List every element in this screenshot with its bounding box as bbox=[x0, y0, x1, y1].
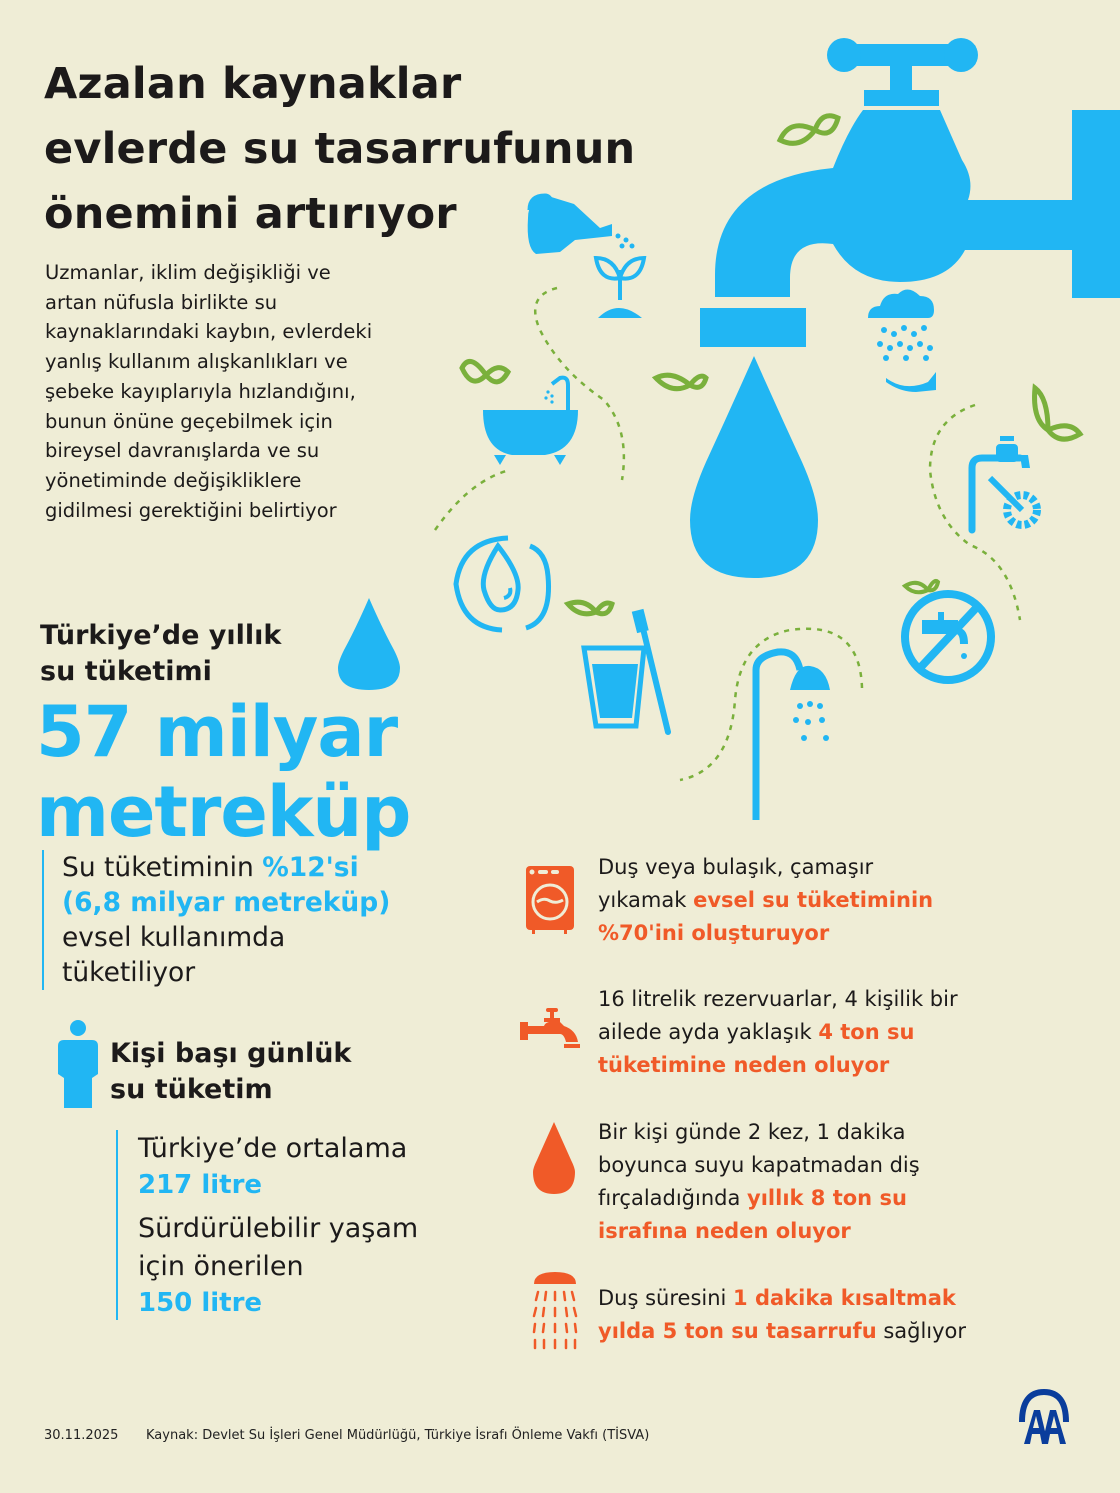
fact-text: fırçaladığında bbox=[598, 1186, 748, 1210]
annual-consumption-value bbox=[36, 692, 410, 852]
fact-item bbox=[598, 1116, 1028, 1248]
person-icon bbox=[58, 1020, 98, 1110]
water-drop-icon bbox=[533, 1122, 575, 1194]
intro-line: bunun önüne geçebilmek için bbox=[45, 409, 333, 433]
leaf-icon bbox=[568, 602, 612, 614]
fact-text: boyunca suyu kapatmadan diş bbox=[598, 1153, 920, 1177]
domestic-share-block bbox=[42, 850, 422, 990]
no-faucet-icon bbox=[905, 594, 991, 680]
average-label: Türkiye’de ortalama bbox=[138, 1133, 408, 1164]
share-percent: %12'si bbox=[262, 852, 359, 883]
average-value: 217 litre bbox=[138, 1170, 263, 1200]
fact-highlight: evsel su tüketiminin bbox=[693, 888, 934, 912]
share-text: evsel kullanımda bbox=[62, 922, 286, 953]
sprout-icon bbox=[596, 258, 644, 318]
title-line: önemini artırıyor bbox=[44, 189, 457, 239]
intro-paragraph bbox=[45, 258, 425, 525]
faucet-repair-icon bbox=[972, 436, 1037, 530]
bathtub-icon bbox=[483, 378, 578, 465]
aa-logo-icon bbox=[1016, 1388, 1072, 1446]
recommended-value: 150 litre bbox=[138, 1288, 263, 1318]
fact-text: 16 litrelik rezervuarlar, 4 kişilik bir bbox=[598, 987, 958, 1011]
fact-highlight: yıllık 8 ton su bbox=[747, 1186, 907, 1210]
fact-highlight: 1 dakika kısaltmak bbox=[733, 1286, 956, 1310]
intro-line: Uzmanlar, iklim değişikliği ve bbox=[45, 261, 331, 284]
water-drop-icon bbox=[338, 598, 400, 690]
fact-highlight: tüketimine neden oluyor bbox=[598, 1053, 890, 1077]
intro-line: yönetiminde değişikliklere bbox=[45, 468, 302, 492]
share-volume: (6,8 milyar metreküp) bbox=[62, 887, 391, 918]
fact-text: Duş veya bulaşık, çamaşır bbox=[598, 855, 874, 879]
leaf-icon bbox=[1035, 388, 1080, 439]
intro-line: artan nüfusla birlikte su bbox=[45, 290, 278, 314]
fact-text: Duş süresini bbox=[598, 1286, 734, 1310]
glass-toothbrush-icon bbox=[584, 609, 668, 732]
heading-line: Kişi başı günlük bbox=[110, 1038, 352, 1069]
rain-hand-icon bbox=[868, 289, 936, 392]
leaf-icon bbox=[905, 581, 938, 592]
intro-line: şebeke kayıplarıyla hızlandığını, bbox=[45, 379, 356, 403]
label-line: Türkiye’de yıllık bbox=[40, 620, 282, 651]
shower-icon bbox=[756, 652, 830, 820]
label-line: su tüketimi bbox=[40, 656, 212, 687]
fact-text: yıkamak bbox=[598, 888, 694, 912]
intro-line: yanlış kullanım alışkanlıkları ve bbox=[45, 350, 348, 374]
recommended-label: Sürdürülebilir yaşam bbox=[138, 1213, 419, 1244]
heading-line: su tüketim bbox=[110, 1074, 273, 1105]
footer-source: Kaynak: Devlet Su İşleri Genel Müdürlüğü, Türkiye İsrafı Önleme Vakfı (TİSVA) bbox=[146, 1428, 650, 1443]
title-line: evlerde su tasarrufunun bbox=[44, 124, 636, 174]
intro-line: kaynaklarındaki kaybın, evlerdeki bbox=[45, 320, 373, 344]
water-recycle-icon bbox=[456, 538, 549, 630]
value-line: 57 milyar bbox=[36, 691, 398, 773]
leaf-icon bbox=[656, 375, 706, 388]
title-line: Azalan kaynaklar bbox=[44, 59, 462, 109]
fact-item bbox=[598, 1282, 1028, 1348]
footer-date: 30.11.2025 bbox=[44, 1428, 119, 1443]
fact-item bbox=[598, 851, 1028, 950]
intro-line: gidilmesi gerektiğini belirtiyor bbox=[45, 498, 337, 522]
value-line: metreküp bbox=[36, 771, 411, 853]
share-text: Su tüketiminin bbox=[62, 852, 263, 883]
recommended-label: için önerilen bbox=[138, 1251, 304, 1282]
fact-highlight: 4 ton su bbox=[818, 1020, 915, 1044]
fact-highlight: yılda 5 ton su tasarrufu bbox=[598, 1319, 877, 1343]
intro-line: bireysel davranışlarda ve su bbox=[45, 439, 320, 463]
fact-text: ailede ayda yaklaşık bbox=[598, 1020, 819, 1044]
large-water-drop-icon bbox=[690, 356, 818, 578]
per-capita-stats bbox=[116, 1130, 478, 1320]
leaf-icon bbox=[462, 361, 508, 381]
faucet-icon bbox=[520, 1008, 582, 1058]
fact-highlight: israfına neden oluyor bbox=[598, 1219, 851, 1243]
per-capita-heading bbox=[110, 1036, 351, 1108]
fact-item bbox=[598, 983, 1028, 1082]
fact-text: sağlıyor bbox=[876, 1319, 967, 1343]
shower-head-icon bbox=[532, 1272, 578, 1352]
share-text: tüketiliyor bbox=[62, 957, 196, 988]
fact-highlight: %70'ini oluşturuyor bbox=[598, 921, 830, 945]
washing-machine-icon bbox=[526, 866, 574, 936]
fact-text: Bir kişi günde 2 kez, 1 dakika bbox=[598, 1120, 906, 1144]
annual-consumption-label bbox=[40, 618, 281, 690]
page-title bbox=[44, 52, 684, 247]
leaf-icon bbox=[780, 116, 838, 144]
